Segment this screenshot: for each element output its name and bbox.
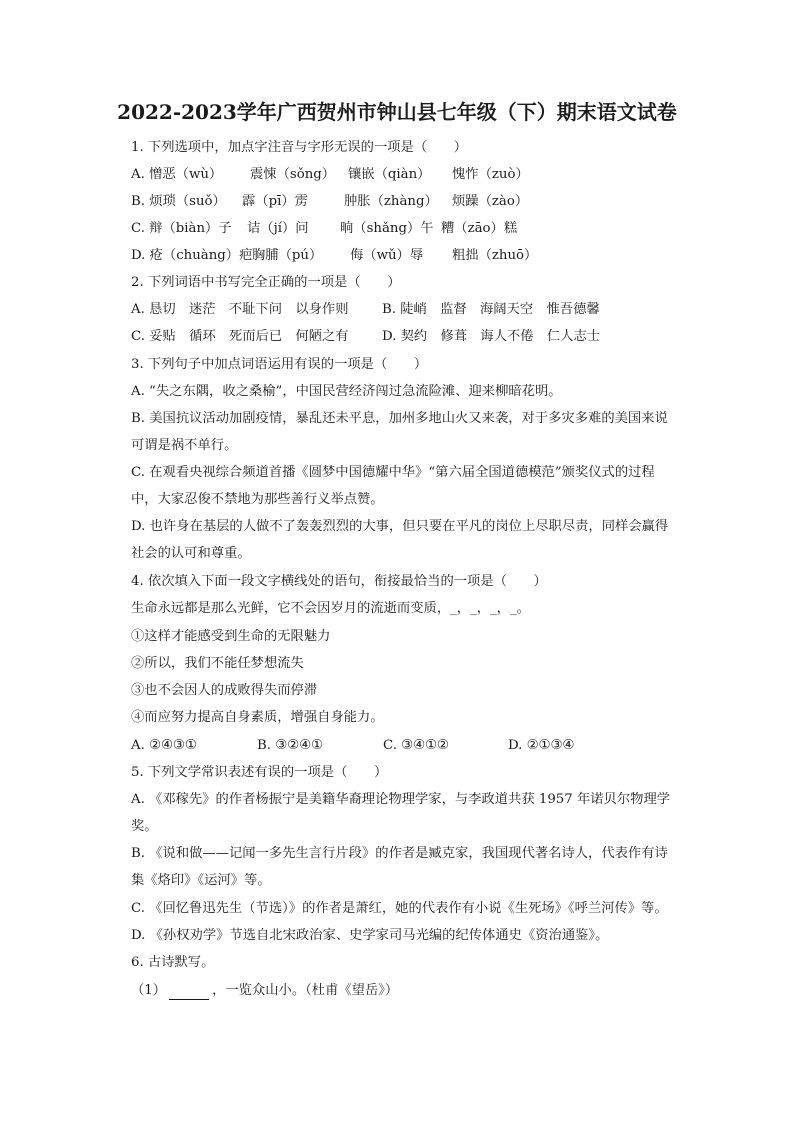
q5-line: D. 《孙权劝学》节选自北宋政治家、史学家司马光编的纪传体通史《资治通鉴》。 — [131, 928, 609, 943]
q1-option-b-4: 烦躁（zào） — [452, 194, 529, 209]
q2-option-c: C. 妥贴 循环 死而后已 何陋之有 — [131, 329, 349, 344]
q1-option-a-4: 愧怍（zuò） — [452, 167, 529, 182]
q1-stem: 1. 下列选项中，加点字注音与字形无误的一项是（ ） — [131, 140, 468, 155]
q4-option-c: C. ③④①② — [383, 738, 449, 753]
page-title: 2022-2023学年广西贺州市钟山县七年级（下）期末语文试卷 — [117, 100, 677, 124]
q5-line: B. 《说和做——记闻一多先生言行片段》的作者是臧克家，我国现代著名诗人，代表作有诗 — [131, 846, 668, 861]
answer-blank[interactable] — [169, 985, 209, 1000]
q3-stem: 3. 下列句子中加点词语运用有误的一项是（ ） — [131, 357, 428, 372]
q3-line: A. “失之东隅，收之桑榆”，中国民营经济闯过急流险滩、迎来柳暗花明。 — [131, 384, 562, 399]
q1-option-c-1: C. 辩（biàn）子 — [131, 221, 232, 236]
q3-line: C. 在观看央视综合频道首播《圆梦中国德耀中华》“第六届全国道德模范”颁奖仪式的过程 — [131, 465, 655, 480]
q1-option-c-3: 晌（shǎng）午 — [340, 221, 434, 236]
q4-passage: 生命永远都是那么光鲜，它不会因岁月的流逝而变质，_，_，_，_。 — [131, 601, 530, 616]
q3-line: D. 也许身在基层的人做不了轰轰烈烈的大事，但只要在平凡的岗位上尽职尽责，同样会赢得 — [131, 519, 669, 534]
q4-option-a: A. ②④③① — [131, 738, 197, 753]
q4-option-d: D. ②①③④ — [508, 738, 575, 753]
q4-stem: 4. 依次填入下面一段文字横线处的语句，衔接最恰当的一项是（ ） — [131, 574, 547, 589]
q1-option-c-4: 糟（zāo）糕 — [441, 221, 518, 236]
q1-option-a-3: 镶嵌（qiàn） — [348, 167, 431, 182]
q2-option-d: D. 契约 修葺 诲人不倦 仁人志士 — [382, 329, 601, 344]
q1-option-b-3: 肿胀（zhàng） — [344, 194, 438, 209]
q4-item: ③也不会因人的成败得失而停滞 — [131, 683, 318, 698]
q1-option-c-2: 诘（jí）问 — [247, 221, 309, 236]
q1-option-d-1: D. 疮（chuàng）疤 — [131, 248, 253, 263]
q4-option-b: B. ③②④① — [257, 738, 323, 753]
q1-option-a-1: A. 憎恶（wù） — [131, 167, 223, 182]
q5-stem: 5. 下列文学常识表述有误的一项是（ ） — [131, 765, 388, 780]
q6-item-1-number: （1） — [131, 983, 167, 998]
q5-line: C. 《回忆鲁迅先生（节选）》的作者是萧红，她的代表作有小说《生死场》《呼兰河传》等。 — [131, 901, 668, 916]
q1-option-d-3: 侮（wǔ）辱 — [350, 248, 424, 263]
q6-stem: 6. 古诗默写。 — [131, 955, 215, 970]
q6-item-1 — [131, 982, 398, 1000]
q2-option-b: B. 陡峭 监督 海阔天空 惟吾德馨 — [382, 302, 600, 317]
q3-line: 社会的认可和尊重。 — [131, 546, 251, 561]
q2-option-a: A. 恳切 迷茫 不耻下问 以身作则 — [131, 302, 349, 317]
q2-stem: 2. 下列词语中书写完全正确的一项是（ ） — [131, 275, 401, 290]
q1-option-a-2: 震悚（sǒng） — [250, 167, 336, 182]
q1-option-b-2: 霹（pī）雳 — [242, 194, 308, 209]
q1-option-d-2: 胸脯（pú） — [252, 248, 323, 263]
q3-line: 中，大家忍俊不禁地为那些善行义举点赞。 — [131, 492, 384, 507]
q5-line: A. 《邓稼先》的作者杨振宁是美籍华裔理论物理学家，与李政道共获 1957 年诺贝尔物理学 — [131, 792, 671, 807]
q5-line: 奖。 — [131, 819, 158, 834]
q3-line: 可谓是祸不单行。 — [131, 438, 238, 453]
q5-line: 集《烙印》《运河》等。 — [131, 873, 271, 888]
q1-option-d-4: 粗拙（zhuō） — [452, 248, 538, 263]
q4-item: ②所以，我们不能任梦想流失 — [131, 656, 304, 671]
q3-line: B. 美国抗议活动加剧疫情，暴乱还未平息，加州多地山火又来袭，对于多灾多难的美国来说 — [131, 411, 668, 426]
q1-option-b-1: B. 烦琐（suǒ） — [131, 194, 226, 209]
q4-item: ④而应努力提高自身素质，增强自身能力。 — [131, 710, 384, 725]
q6-item-1-text: ，一览众山小。（杜甫《望岳》） — [212, 983, 399, 998]
q4-item: ①这样才能感受到生命的无限魅力 — [131, 629, 331, 644]
